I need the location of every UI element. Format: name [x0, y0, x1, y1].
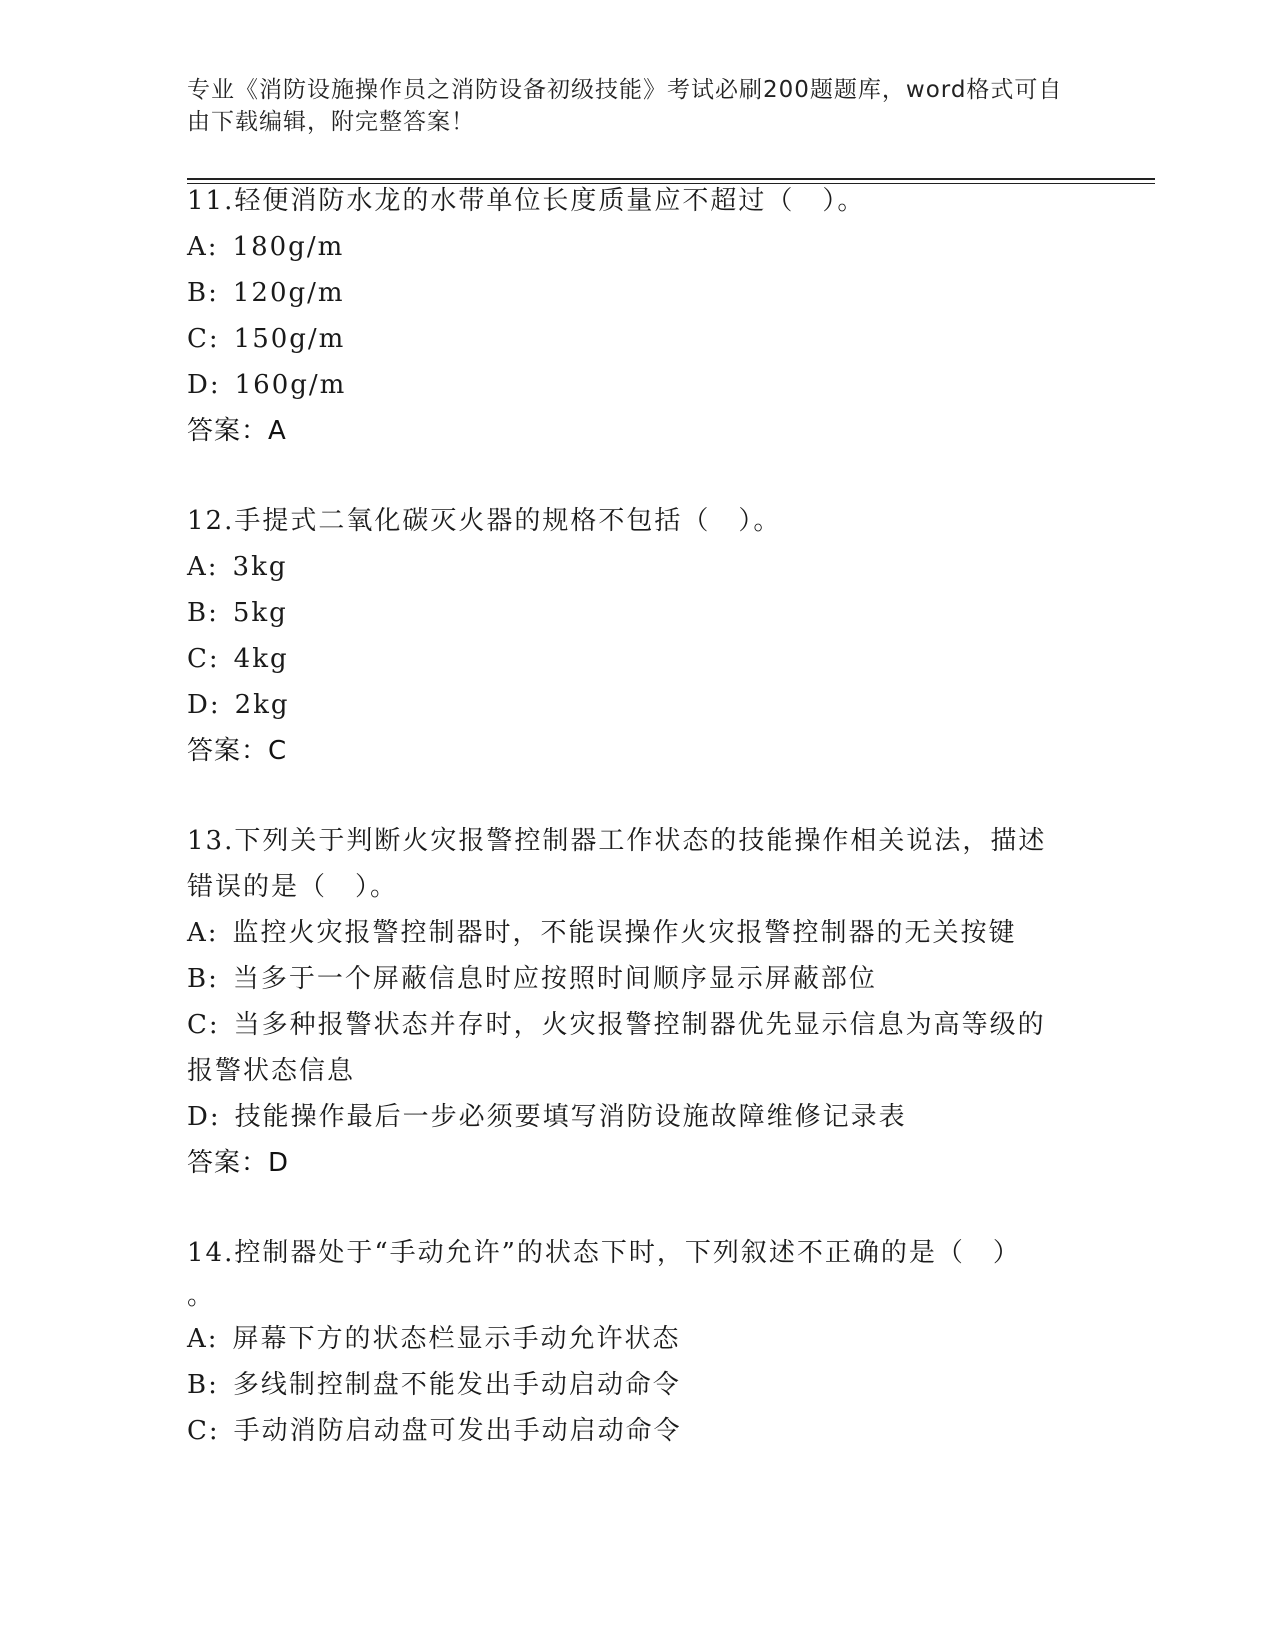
- question-12: [187, 498, 1087, 774]
- option-text: 180g/m: [232, 232, 345, 262]
- question-stem: 12.手提式二氧化碳灭火器的规格不包括（ ）。: [187, 506, 782, 536]
- option-d: [187, 362, 1087, 408]
- option-text: 2kg: [234, 690, 290, 720]
- option-b: [187, 270, 1087, 316]
- option-label: B:: [187, 278, 219, 308]
- answer: 答案：C: [187, 736, 288, 766]
- option-label: A:: [187, 232, 219, 262]
- option-label: A:: [187, 918, 219, 948]
- question-11: [187, 178, 1087, 454]
- option-d: [187, 682, 1087, 728]
- option-text: 150g/m: [233, 324, 346, 354]
- option-label: A:: [187, 1324, 219, 1354]
- option-label: C:: [187, 644, 220, 674]
- option-text: 3kg: [232, 552, 288, 582]
- option-text: 监控火灾报警控制器时，不能误操作火灾报警控制器的无关按键: [232, 918, 1017, 948]
- option-a: [187, 1316, 1087, 1362]
- option-d: [187, 1094, 1087, 1140]
- option-text: 160g/m: [234, 370, 347, 400]
- option-label: B:: [187, 598, 219, 628]
- question-stem-line-2: 。: [187, 1281, 216, 1311]
- option-b: [187, 956, 1087, 1002]
- option-label: C:: [187, 1416, 220, 1446]
- option-a: [187, 544, 1087, 590]
- question-stem-line-2: 错误的是（ ）。: [187, 872, 399, 902]
- option-label: D:: [187, 690, 221, 720]
- option-text: 120g/m: [232, 278, 345, 308]
- option-label: D:: [187, 1102, 221, 1132]
- option-text: 4kg: [233, 644, 289, 674]
- question-stem: 11.轻便消防水龙的水带单位长度质量应不超过（ ）。: [187, 186, 866, 216]
- option-label: C:: [187, 324, 220, 354]
- option-text: 当多于一个屏蔽信息时应按照时间顺序显示屏蔽部位: [232, 964, 877, 994]
- option-text: 多线制控制盘不能发出手动启动命令: [232, 1370, 681, 1400]
- option-label: D:: [187, 370, 221, 400]
- option-label: C:: [187, 1010, 220, 1040]
- option-text: 手动消防启动盘可发出手动启动命令: [233, 1416, 682, 1446]
- option-label: B:: [187, 964, 219, 994]
- option-text: 5kg: [232, 598, 288, 628]
- answer: 答案：A: [187, 416, 287, 446]
- option-b: [187, 1362, 1087, 1408]
- option-c: [187, 636, 1087, 682]
- question-14: [187, 1230, 1087, 1454]
- option-label: B:: [187, 1370, 219, 1400]
- option-c: [187, 316, 1087, 362]
- option-c: [187, 1002, 1087, 1048]
- option-c-continued: 报警状态信息: [187, 1056, 356, 1086]
- option-text: 技能操作最后一步必须要填写消防设施故障维修记录表: [234, 1102, 907, 1132]
- option-b: [187, 590, 1087, 636]
- option-a: [187, 910, 1087, 956]
- answer: 答案：D: [187, 1148, 290, 1178]
- option-text: 屏幕下方的状态栏显示手动允许状态: [232, 1324, 681, 1354]
- option-label: A:: [187, 552, 219, 582]
- document-header: 专业《消防设施操作员之消防设备初级技能》考试必刷200题题库，word格式可自由下载编辑，附完整答案！: [187, 77, 1063, 135]
- option-text: 当多种报警状态并存时，火灾报警控制器优先显示信息为高等级的: [233, 1010, 1046, 1040]
- question-stem-line-1: 14.控制器处于“手动允许”的状态下时，下列叙述不正确的是（ ）: [187, 1238, 1021, 1268]
- option-a: [187, 224, 1087, 270]
- question-13: [187, 818, 1087, 1186]
- question-stem-line-1: 13.下列关于判断火灾报警控制器工作状态的技能操作相关说法，描述: [187, 826, 1047, 856]
- option-c: [187, 1408, 1087, 1454]
